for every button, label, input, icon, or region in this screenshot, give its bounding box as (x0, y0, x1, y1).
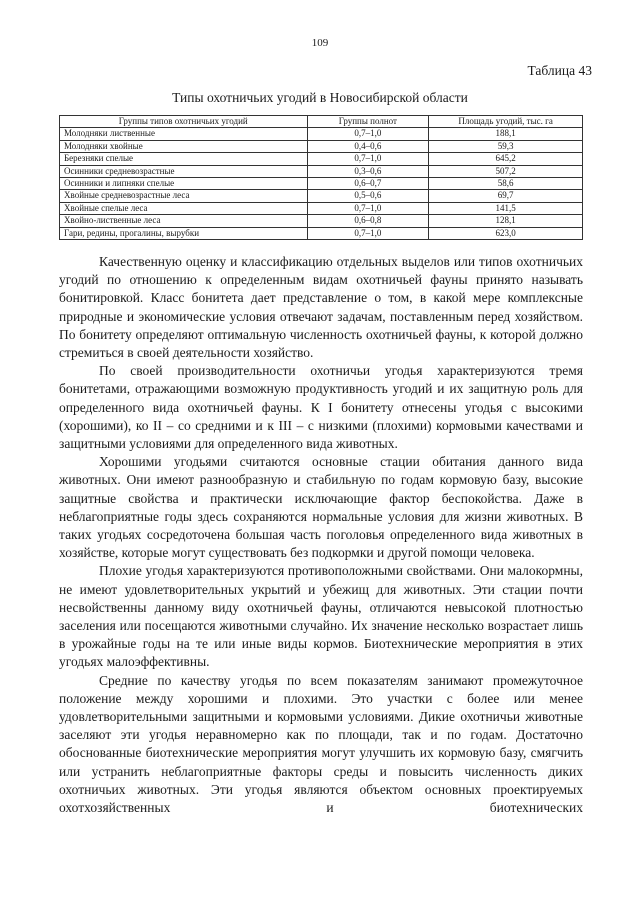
cell-area: 69,7 (429, 190, 583, 202)
cell-area: 623,0 (429, 227, 583, 239)
cell-density: 0,7–1,0 (307, 153, 429, 165)
table-row (60, 190, 583, 202)
cell-ground-type: Хвойно-лиственные леса (60, 215, 308, 227)
cell-area: 128,1 (429, 215, 583, 227)
cell-area: 507,2 (429, 165, 583, 177)
cell-ground-type: Осинники средневозрастные (60, 165, 308, 177)
cell-density: 0,6–0,8 (307, 215, 429, 227)
table-title: Типы охотничьих угодий в Новосибирской области (172, 90, 468, 105)
header-area: Площадь угодий, тыс. га (429, 116, 583, 128)
paragraph-medium-grounds: Средние по качеству угодья по всем показателям занимают промежуточное положение между хорошими и плохими. Это участки с более или менее удовлетворительными защитными и кормовыми условиями. Дикие охотничьи животные заселяют эти угодья неравномерно как по площади, так и по годам. Достаточно обоснованные биотехнические мероприятия могут улучшить их кормовую базу, смягчить или устранить неблагоприятные факторы среды и повысить численность диких охотничьих животных. Эти угодья являются объектом основных проектируемых охотхозяйственных и биотехнических (59, 672, 583, 816)
body-text (59, 253, 583, 817)
paragraph-poor-grounds: Плохие угодья характеризуются противоположными свойствами. Они малокормны, не имеют удовлетворительных укрытий и убежищ для животных. Эти стации почти несвойственны данному виду охотничьей фауны, отличаются невысокой плотностью заселения или посещаются животными случайно. Их значение несколько возрастает лишь в урожайные годы на те или иные виды кормов. Биотехнические мероприятия в этих угодьях малоэффективны. (59, 563, 583, 670)
cell-ground-type: Гари, редины, прогалины, вырубки (60, 227, 308, 239)
cell-density: 0,7–1,0 (307, 227, 429, 239)
cell-area: 58,6 (429, 178, 583, 190)
table-label: Таблица 43 (527, 63, 592, 78)
table-row (60, 128, 583, 140)
cell-density: 0,7–1,0 (307, 128, 429, 140)
cell-density: 0,7–1,0 (307, 202, 429, 214)
cell-ground-type: Молодняки хвойные (60, 140, 308, 152)
table-row (60, 153, 583, 165)
table-row (60, 178, 583, 190)
table-header-row (60, 116, 583, 128)
cell-ground-type: Березняки спелые (60, 153, 308, 165)
cell-ground-type: Осинники и липняки спелые (60, 178, 308, 190)
cell-area: 59,3 (429, 140, 583, 152)
table-row (60, 227, 583, 239)
cell-ground-type: Хвойные спелые леса (60, 202, 308, 214)
table-row (60, 165, 583, 177)
cell-density: 0,4–0,6 (307, 140, 429, 152)
cell-area: 141,5 (429, 202, 583, 214)
table-row (60, 202, 583, 214)
cell-area: 188,1 (429, 128, 583, 140)
cell-density: 0,3–0,6 (307, 165, 429, 177)
paragraph-bonitirovka: Качественную оценку и классификацию отдельных выделов или типов охотничьих угодий по отношению к определенным видам охотничьей фауны принято называть бонитировкой. Класс бонитета дает представление о том, в какой мере комплексные природные и экономические условия отвечают задачам, поставленным перед хозяйством. По бонитету определяют оптимальную численность охотничьей фауны, к которой должно стремиться в своей деятельности хозяйство. (59, 254, 583, 361)
table-row (60, 140, 583, 152)
header-ground-type: Группы типов охотничьих угодий (60, 116, 308, 128)
cell-area: 645,2 (429, 153, 583, 165)
hunting-grounds-table (59, 115, 583, 240)
paragraph-three-bonitets: По своей производительности охотничьи угодья характеризуются тремя бонитетами, отражающими возможную продуктивность угодий и их защитную роль для определенного вида охотничьей фауны. К I бонитету отнесены угодья с высокими (хорошими), ко II – со средними и к III – с низкими (плохими) кормовыми качествами и защитными условиями для определенного вида животных. (59, 363, 583, 452)
table-row (60, 215, 583, 227)
cell-density: 0,5–0,6 (307, 190, 429, 202)
header-density-group: Группы полнот (307, 116, 429, 128)
cell-ground-type: Молодняки лиственные (60, 128, 308, 140)
paragraph-good-grounds: Хорошими угодьями считаются основные стации обитания данного вида животных. Они имеют разнообразную и стабильную по годам кормовую базу, высокие защитные свойства и практически исключающие фактор беспокойства. Даже в неблагоприятные годы здесь сохраняются нормальные условия для жизни животных. В таких угодьях сосредоточена большая часть поголовья определенного вида животных в хозяйстве, которые могут существовать без подкормки и другой помощи человека. (59, 454, 583, 561)
page-number: 109 (311, 37, 329, 49)
cell-ground-type: Хвойные средневозрастные леса (60, 190, 308, 202)
cell-density: 0,6–0,7 (307, 178, 429, 190)
